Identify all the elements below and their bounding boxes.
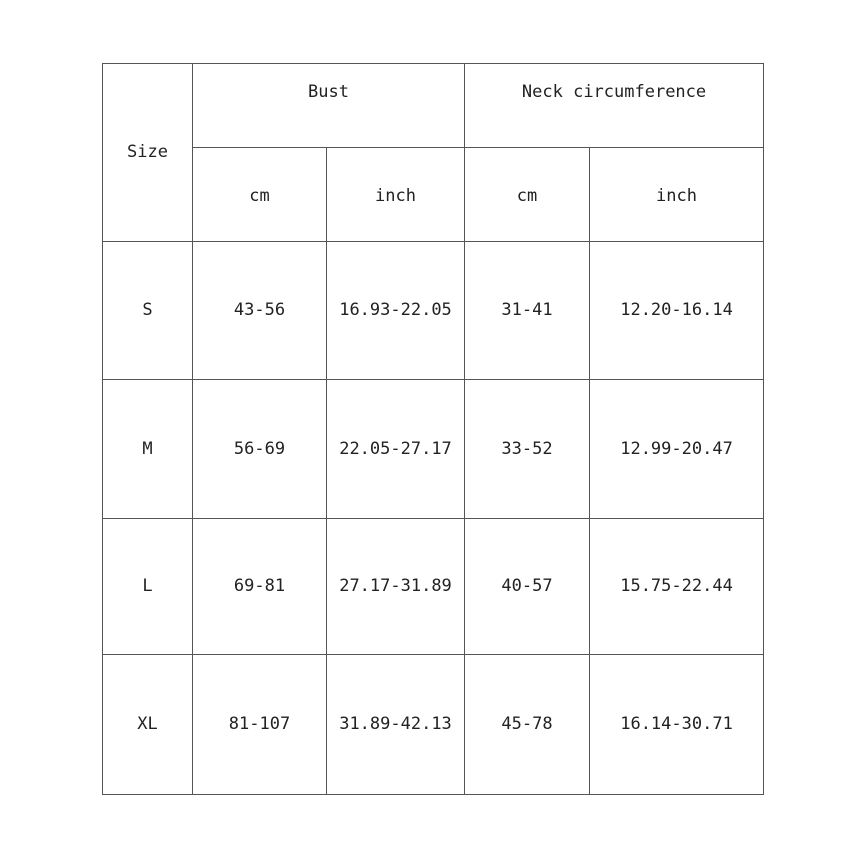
neck-inch-header: inch <box>590 148 764 242</box>
bust-cm-cell: 81-107 <box>193 655 327 795</box>
size-cell: M <box>103 380 193 519</box>
neck-inch-cell: 12.99-20.47 <box>590 380 764 519</box>
bust-header-label: Bust <box>308 82 349 102</box>
size-cell: L <box>103 519 193 655</box>
table-row <box>103 519 764 655</box>
table-row <box>103 242 764 380</box>
size-chart-table <box>102 63 764 795</box>
header-row-units <box>103 148 764 242</box>
neck-header-label: Neck circumference <box>521 82 707 102</box>
neck-cm-cell: 33-52 <box>465 380 590 519</box>
bust-inch-cell: 31.89-42.13 <box>327 655 465 795</box>
neck-inch-cell: 15.75-22.44 <box>590 519 764 655</box>
bust-cm-cell: 56-69 <box>193 380 327 519</box>
neck-inch-cell: 16.14-30.71 <box>590 655 764 795</box>
size-cell: XL <box>103 655 193 795</box>
neck-cm-cell: 40-57 <box>465 519 590 655</box>
header-row-groups <box>103 64 764 148</box>
bust-inch-header: inch <box>327 148 465 242</box>
size-header-cell <box>103 64 193 242</box>
table-row <box>103 655 764 795</box>
bust-cm-cell: 69-81 <box>193 519 327 655</box>
bust-cm-cell: 43-56 <box>193 242 327 380</box>
bust-cm-header: cm <box>193 148 327 242</box>
bust-header-cell <box>193 64 465 148</box>
bust-inch-cell: 16.93-22.05 <box>327 242 465 380</box>
size-header-label: Size <box>127 142 168 162</box>
neck-cm-cell: 45-78 <box>465 655 590 795</box>
bust-inch-cell: 22.05-27.17 <box>327 380 465 519</box>
neck-cm-header: cm <box>465 148 590 242</box>
size-cell: S <box>103 242 193 380</box>
neck-cm-cell: 31-41 <box>465 242 590 380</box>
neck-header-cell <box>465 64 764 148</box>
table-row <box>103 380 764 519</box>
neck-inch-cell: 12.20-16.14 <box>590 242 764 380</box>
bust-inch-cell: 27.17-31.89 <box>327 519 465 655</box>
